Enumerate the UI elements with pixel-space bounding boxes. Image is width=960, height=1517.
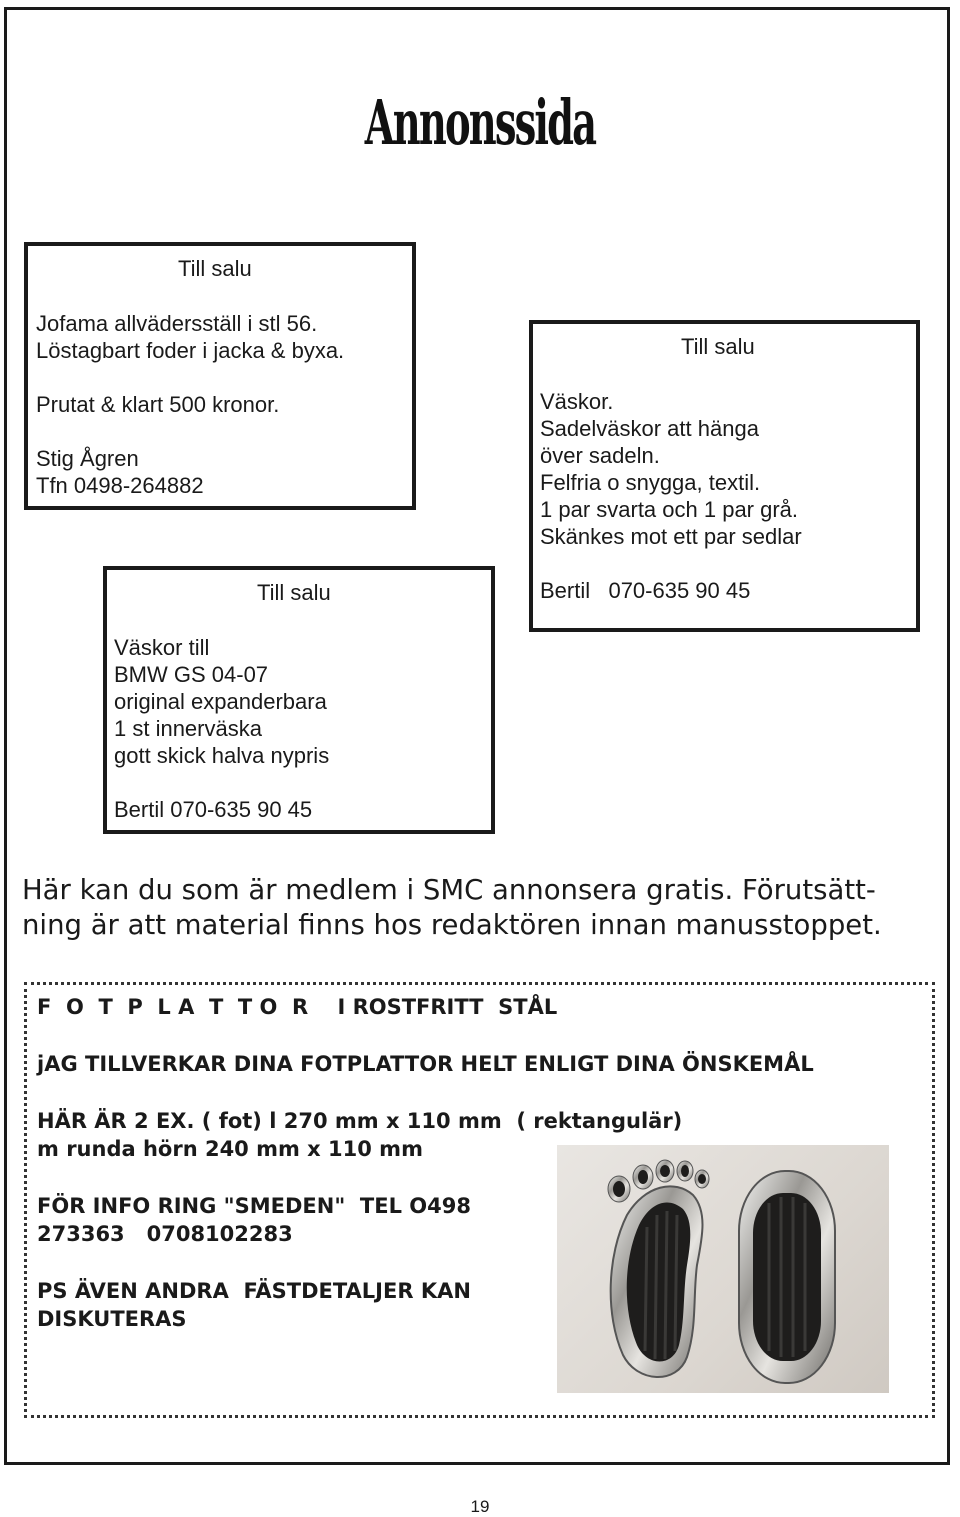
ad-heading: Till salu xyxy=(257,580,331,605)
ad-line: gott skick halva nypris xyxy=(114,743,330,768)
footplates-line: m runda hörn 240 mm x 110 mm xyxy=(37,1137,423,1161)
intro-line: ning är att material finns hos redaktören innan manusstoppet. xyxy=(22,909,882,941)
oval-plate xyxy=(739,1171,835,1383)
footplates-line: DISKUTERAS xyxy=(37,1307,187,1331)
ad-line: Löstagbart foder i jacka & byxa. xyxy=(36,338,345,363)
ad-line: Väskor till xyxy=(114,635,210,660)
footplates-heading: F O T P L A T T O R I ROSTFRITT STÅL xyxy=(37,995,558,1019)
ad-line: Sadelväskor att hänga xyxy=(540,416,759,441)
ad-line: Väskor. xyxy=(540,389,614,414)
page-title: Annonssida xyxy=(364,86,596,159)
footplates-line: 273363 0708102283 xyxy=(37,1222,293,1246)
footplates-illustration xyxy=(557,1145,889,1393)
intro-line: Här kan du som är medlem i SMC annonsera gratis. Förutsätt- xyxy=(22,874,876,906)
page-number: 19 xyxy=(470,1497,490,1516)
ad-line: 1 par svarta och 1 par grå. xyxy=(540,497,799,522)
ad-footplates xyxy=(24,982,935,1418)
ad-line: Felfria o snygga, textil. xyxy=(540,470,761,495)
ad-line: Jofama allvädersställ i stl 56. xyxy=(36,311,318,336)
ad-bmw xyxy=(103,566,495,834)
ad-line: Prutat & klart 500 kronor. xyxy=(36,392,280,417)
ad-line: 1 st innerväska xyxy=(114,716,262,741)
ad-contact: Bertil 070-635 90 45 xyxy=(114,797,313,822)
ad-contact: Bertil 070-635 90 45 xyxy=(540,578,751,603)
ad-line: original expanderbara xyxy=(114,689,327,714)
foot-plate xyxy=(608,1160,709,1377)
footplates-line: HÄR ÄR 2 EX. ( fot) l 270 mm x 110 mm ( rektangulär) xyxy=(37,1109,683,1133)
ad-saddlebags xyxy=(529,320,920,632)
ad-line: Skänkes mot ett par sedlar xyxy=(540,524,802,549)
ad-line: Stig Ågren xyxy=(36,446,139,471)
ad-heading: Till salu xyxy=(681,334,755,359)
ad-line: BMW GS 04-07 xyxy=(114,662,269,687)
footplates-line: PS ÄVEN ANDRA FÄSTDETALJER KAN xyxy=(37,1279,471,1303)
ad-jofama xyxy=(24,242,416,510)
footplates-photo xyxy=(557,1145,889,1393)
footplates-line: FÖR INFO RING "SMEDEN" TEL O498 xyxy=(37,1194,471,1218)
ad-line: Tfn 0498-264882 xyxy=(36,473,204,498)
ad-heading: Till salu xyxy=(178,256,252,281)
intro-paragraph xyxy=(22,873,942,943)
footplates-line: jAG TILLVERKAR DINA FOTPLATTOR HELT ENLIGT DINA ÖNSKEMÅL xyxy=(37,1052,814,1076)
ad-line: över sadeln. xyxy=(540,443,660,468)
